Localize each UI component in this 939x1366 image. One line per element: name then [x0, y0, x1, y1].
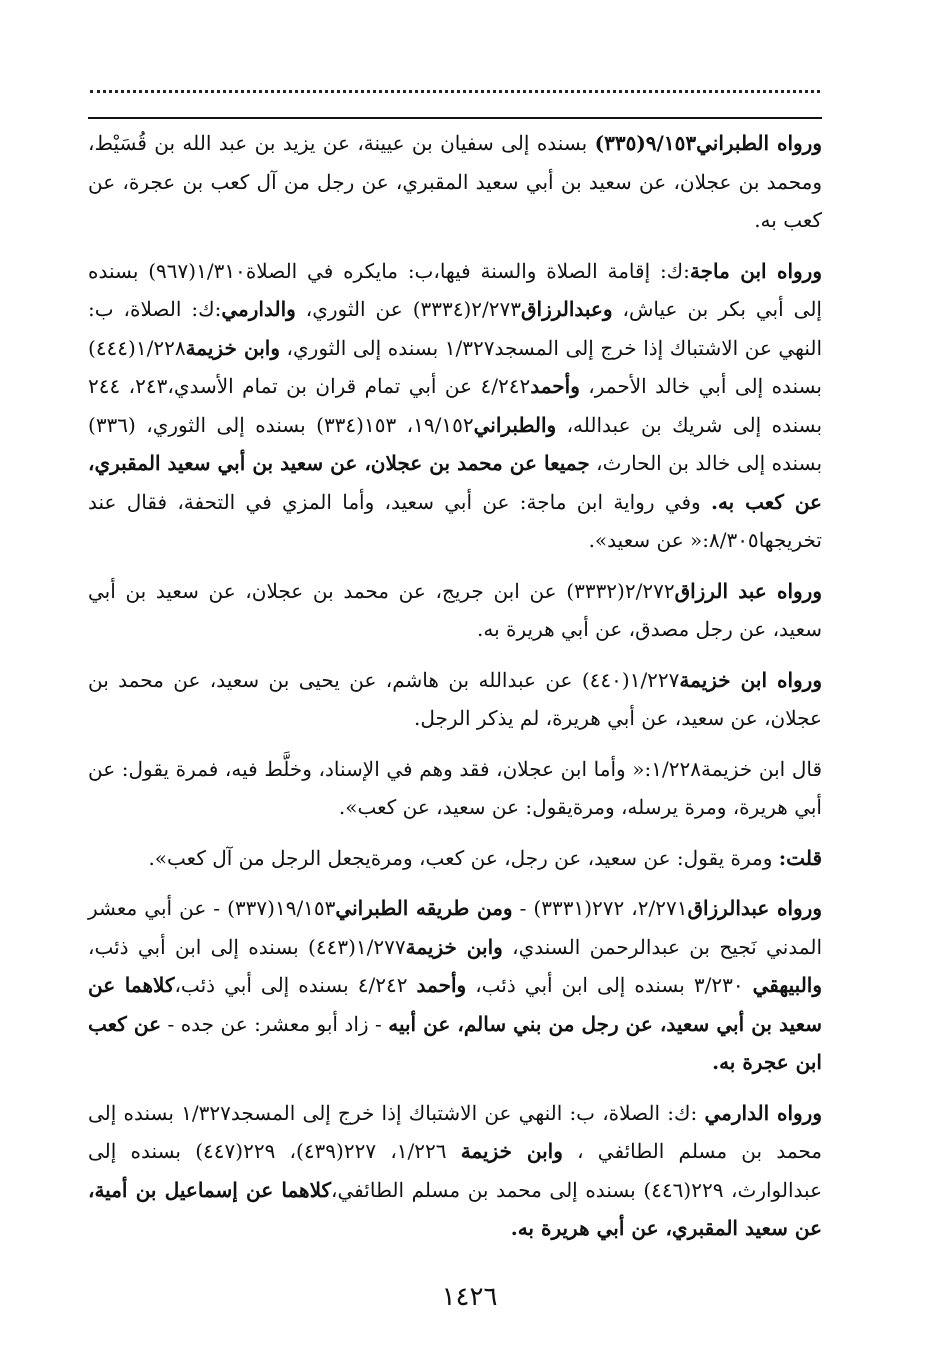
text-segment: ٤/٢٤٢ بسنده إلى أبي ذئب، — [174, 973, 417, 997]
bold-segment: ورواه عبدالرزاق — [687, 896, 822, 920]
paragraph — [88, 889, 822, 1082]
text-segment: ٢/٢٧٣(٣٣٣٤) عن الثوري، — [295, 297, 521, 321]
body-text — [88, 124, 822, 1260]
text-segment: ١/٢٧٧(٤٤٣) بسنده إلى ابن أبي ذئب، — [88, 934, 406, 959]
text-segment: ١/٢٢٦، ٢٢٧(٤٣٩)، ٢٢٩(٤٤٧) بسنده إلى عبدالوارث، ٢٢٩(٤٤٦) بسنده إلى محمد بن مسلم الطائفي، — [88, 1139, 823, 1202]
text-segment: ومرة يقول: عن سعيد، عن رجل، عن كعب، ومرةيجعل الرجل من آل كعب». — [148, 845, 779, 870]
bold-segment: والبيهقي — [752, 973, 823, 997]
bold-segment: قلت: — [778, 845, 822, 870]
text-segment: بسنده إلى سفيان بن عيينة، عن يزيد بن عبد الله بن قُسَيْط، ومحمد بن عجلان، عن سعيد بن أبي سعيد المقبري، عن رجل من آل كعب بن عجرة، عن كعب به. — [88, 131, 822, 232]
paragraph — [88, 252, 822, 560]
bold-segment: ومن طريقه الطبراني — [335, 896, 513, 920]
text-segment: ٣/٢٣٠ بسنده إلى ابن أبي ذئب، — [466, 973, 753, 997]
bold-segment: وأحمد — [530, 374, 580, 398]
paragraph — [88, 750, 822, 827]
paragraph — [88, 124, 822, 240]
text-segment: ١/٢٢٨(٤٤٤) بسنده إلى أبي خالد الأحمر، — [88, 335, 823, 398]
bold-segment: وأحمد — [416, 973, 467, 997]
page-number: ١٤٢٦ — [441, 1282, 498, 1312]
bold-segment: ورواه ابن خزيمة — [679, 667, 822, 692]
paragraph — [88, 572, 822, 649]
text-segment: ٢/٢٧١، ٢٧٢(٣٣٣١) - — [512, 896, 688, 920]
text-segment: :ك: الصلاة، ب: النهي عن الاشتباك إذا خرج إلى المسجد١/٣٢٧ بسنده إلى محمد بن مسلم الطائفي ، — [88, 1100, 822, 1163]
bold-segment: كلاهما عن إسماعيل بن أمية، عن سعيد المقبري، عن أبي هريرة به. — [88, 1177, 822, 1240]
header-rule — [88, 117, 822, 119]
text-segment: - زاد أبو معشر: عن جده - — [161, 1011, 389, 1036]
bold-segment: وابن خزيمة — [405, 934, 503, 959]
bold-segment: وابن خزيمة — [185, 335, 280, 360]
paragraph — [88, 661, 822, 738]
bold-segment: وعبدالرزاق — [521, 297, 613, 321]
bold-segment: والدارمي — [221, 297, 296, 321]
bold-segment: جميعا عن محمد بن عجلان، عن سعيد بن أبي سعيد المقبري، عن كعب به. — [88, 451, 822, 514]
text-segment: وفي رواية ابن ماجة: عن أبي سعيد، وأما المزي في التحفة، فقال عند تخريجها٨/٣٠٥:« عن سعيد». — [88, 489, 822, 552]
paragraph — [88, 1094, 822, 1248]
bold-segment: ورواه عبد الرزاق — [674, 578, 822, 603]
text-segment: قال ابن خزيمة١/٢٢٨:« وأما ابن عجلان، فقد وهم في الإسناد، وخلَّط فيه، فمرة يقول: عن أبي هريرة، ومرة يرسله، ومرةيقول: عن سعيد، عن كعب». — [88, 756, 822, 819]
bold-segment: ورواه الطبراني٩/١٥٣(٣٣٥) — [594, 131, 822, 155]
dotted-separator — [90, 90, 820, 93]
bold-segment: كلاهما عن سعيد بن أبي سعيد، عن رجل من بني سالم، عن أبيه — [88, 973, 822, 1036]
bold-segment: وابن خزيمة — [460, 1139, 563, 1163]
text-segment: ١/٢٢٧(٤٤٠) عن عبدالله بن هاشم، عن يحيى بن سعيد، عن محمد بن عجلان، عن سعيد، عن أبي هريرة، لم يذكر الرجل. — [88, 667, 822, 730]
text-segment: ٢/٢٧٢(٣٣٣٢) عن ابن جريج، عن محمد بن عجلان، عن سعيد بن أبي سعيد، عن رجل مصدق، عن أبي هريرة به. — [88, 578, 822, 641]
bold-segment: والطبراني — [473, 412, 557, 437]
bold-segment: ورواه الدارمي — [704, 1100, 822, 1125]
bold-segment: عن كعب ابن عجرة به. — [88, 1011, 822, 1074]
text-segment: :ك: الصلاة، ب: النهي عن الاشتباك إذا خرج إلى المسجد١/٣٢٧ بسنده إلى الثوري، — [88, 297, 823, 360]
bold-segment: ورواه ابن ماجة — [689, 258, 822, 283]
paragraph — [88, 839, 822, 878]
text-segment: ١٩/١٥٢، ١٥٣(٣٣٤) بسنده إلى الثوري، (٣٣٦) بسنده إلى خالد بن الحارث، — [88, 412, 823, 475]
text-segment: ١٩/١٥٣(٣٣٧) - عن أبي معشر المدني نَجيح بن عبدالرحمن السندي، — [88, 896, 823, 959]
text-segment: :ك: إقامة الصلاة والسنة فيها،ب: مايكره في الصلاة١/٣١٠(٩٦٧) بسنده إلى أبي بكر بن عياش، — [88, 258, 822, 321]
text-segment: ٤/٢٤٢ عن أبي تمام قران بن تمام الأسدي،٢٤٣، ٢٤٤ بسنده إلى شريك بن عبدالله، — [88, 374, 823, 437]
